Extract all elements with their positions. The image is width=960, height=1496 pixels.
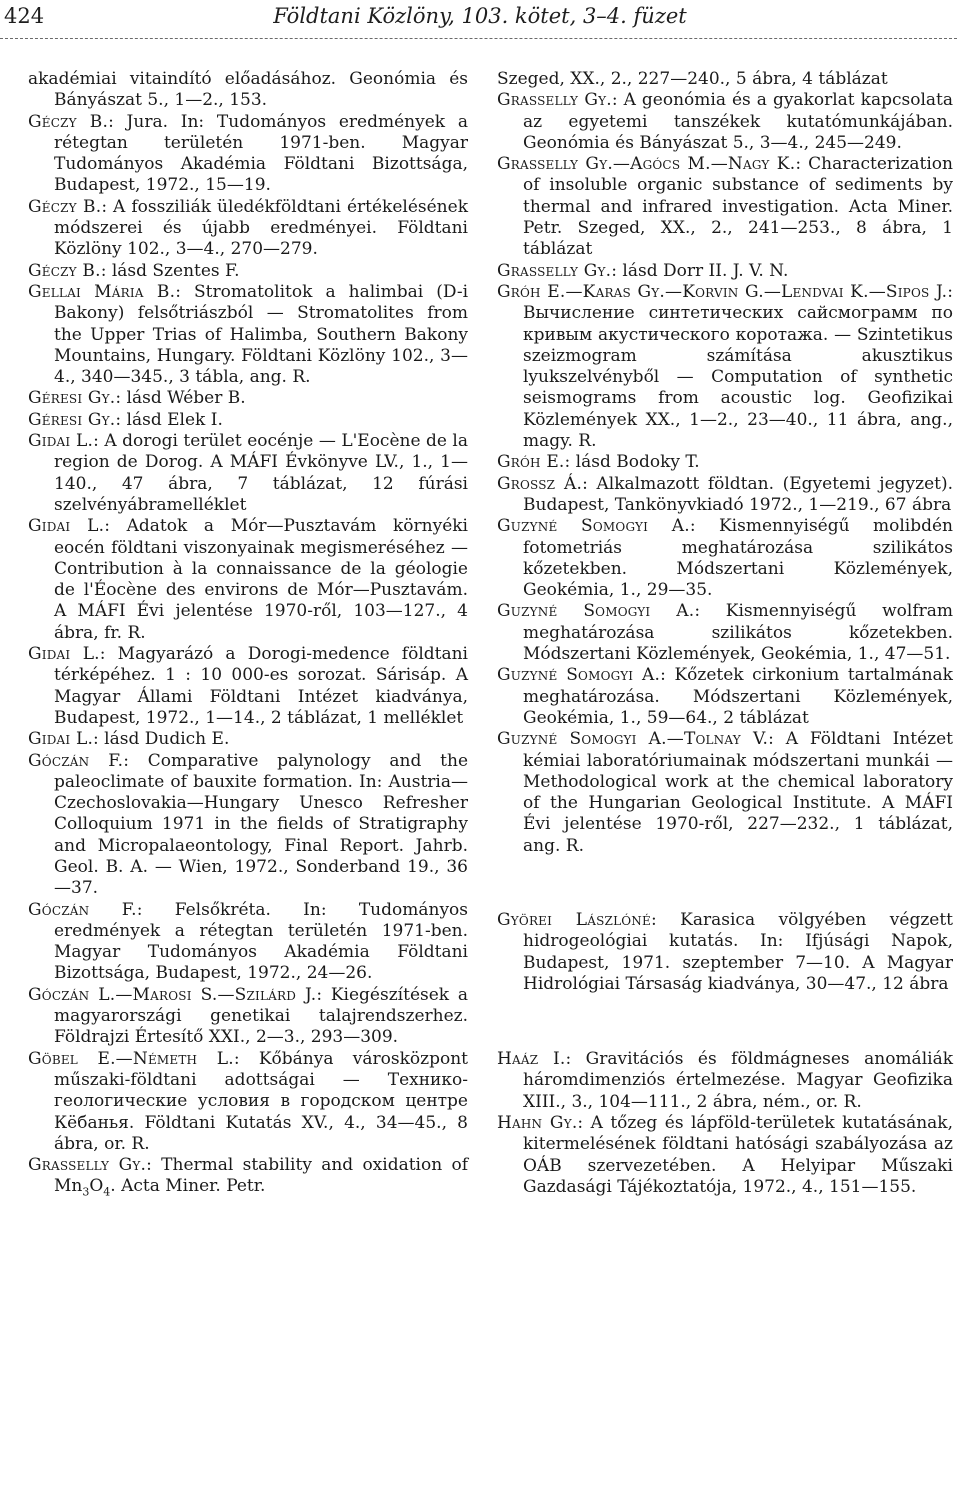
bibliography-entry [28,985,468,1049]
bibliography-entry [28,644,468,729]
entry-text: : lásd Bodoky T. [564,452,700,473]
entry-text: : Alkalmazott földtan. (Egyetemi jegyzet). Budapest, Tankönyvkiadó 1972., 1—219., 67 ábra [523,473,953,515]
entry-author: Gidai L. [28,431,94,452]
entry-author: Géresi Gy. [28,409,116,430]
entry-author: Géczy B. [28,196,102,217]
entry-text: : A Földtani Intézet kémiai laboratóriumainak módszertani munkái — Methodological work at the chemical laboratory of the Hungarian Geological Institute. A MÁFI Évi jelentése 1970-ről, 227—232., 1 táblázat, ang. R. [523,729,953,856]
entry-author: Göbel E.—Németh L. [28,1048,234,1069]
bibliography-entry [28,1155,468,1198]
bibliography-entry [497,516,953,601]
bibliography-entry [28,729,468,750]
entry-author: Gidai L. [28,516,105,537]
bibliography-entry [497,1049,953,1113]
entry-text: Szeged, XX., 2., 227—240., 5 ábra, 4 táblázat [497,69,888,89]
entry-author: Guzyné Somogyi A. [497,601,695,622]
entry-text: : lásd Wéber B. [115,388,246,409]
bibliography-entry [28,431,468,516]
entry-author: Guzyné Somogyi A. [497,516,690,537]
bibliography-entry [497,729,953,857]
bibliography-entry [28,69,468,112]
entry-text: : Kőbánya városközpont műszaki-földtani adottságai — Технико-геологические условия в городском центре Кёбанья. Földtani Kutatás XV., 4., 34—45., 8 ábra, or. R. [54,1048,469,1154]
entry-author: Györei Lászlóné [497,909,651,930]
entry-text: : Magyarázó a Dorogi-medence földtani térképéhez. 1 : 10 000-es sorozat. Sárisáp. A Magyar Állami Földtani Intézet kiadványa, Budapest, 1972., 1—14., 2 táblázat, 1 melléklet [54,644,468,728]
entry-author: Góczán F. [28,750,124,771]
entry-author: Gellai Mária B. [28,281,176,302]
entry-text: : Adatok a Mór—Pusztavám környéki eocén földtani viszonyainak megismeréséhez — Contribution à la connaissance de la géologie de l'Éocène des environs de Mór—Pusztavám. A MÁFI Évi jelentése 1970-ről, 103—127., 4 ábra, fr. R. [54,516,468,643]
right-column [497,69,953,1198]
entry-text: : Characterization of insoluble organic substance of sediments by thermal and infrared investigation. Acta Miner. Petr. Szeged, XX., 2., 241—253., 8 ábra, 1 táblázat [523,154,953,260]
entry-author: Grossz Á. [497,473,583,494]
subscript: 4 [103,1185,111,1199]
entry-author: Góczán L.—Marosi S.—Szilárd J. [28,984,317,1005]
entry-author: Gróh E. [497,452,565,473]
entry-author: Góczán F. [28,899,137,920]
bibliography-entry [497,69,953,90]
entry-author: Grasselly Gy.—Agócs M.—Nagy K. [497,154,796,175]
entry-author: Gidai L. [28,644,100,665]
entry-text: : lásd Dudich E. [93,729,230,750]
bibliography-entry [28,112,468,197]
page-header [0,0,960,40]
entry-text: : Kismennyiségű wolfram meghatározása szilikátos kőzetekben. Módszertani Közlemények, Geokémia, 1., 47—51. [523,601,953,665]
bibliography-entry [497,261,953,282]
entry-text: : A geonómia és a gyakorlat kapcsolata az egyetemi tanszékek kutatómunkájában. Geonómia és Bányászat 5., 3—4., 245—249. [523,90,953,153]
entry-text: : Kőzetek cirkonium tartalmának meghatározása. Módszertani Közlemények, Geokémia, 1., 59—64., 2 táblázat [523,665,953,728]
bibliography-entry [497,90,953,154]
subscript: 3 [82,1185,90,1199]
bibliography-entry [497,910,953,995]
bibliography-entry [28,261,468,282]
entry-text: : Karasica völgyében végzett hidrogeológiai kutatás. In: Ifjúsági Napok, Budapest, 1971. szeptember 7—10. A Magyar Hidrológiai Társaság kiadványa, 30—47., 12 ábra [523,909,954,994]
entry-author: Grasselly Gy. [497,260,612,281]
entry-author: Géczy B. [28,260,101,281]
entry-author: Gidai L. [28,729,94,750]
entry-text: : Gravitációs és földmágneses anomáliák háromdimenziós értelmezése. Magyar Geofizika XIII., 3., 104—111., 2 ábra, ném., or. R. [523,1049,954,1112]
bibliography-entry [497,665,953,729]
entry-text: : A fossziliák üledékföldtani értékelésének módszerei és újabb eredményei. Földtani Közlöny 102., 3—4., 270—279. [54,196,468,260]
bibliography-entry [28,751,468,900]
entry-text: . Acta Miner. Petr. [110,1176,266,1197]
entry-author: Guzyné Somogyi A.—Tolnay V. [497,729,769,750]
page-number: 424 [4,4,45,28]
entry-author: Géresi Gy. [28,388,116,409]
entry-text: : Jura. In: Tudományos eredmények a rétegtan területén 1971-ben. Magyar Tudományos Akadémia Földtani Bizottsága, Budapest, 1972., 15—19. [54,111,468,196]
entry-author: Géczy B. [28,111,109,132]
entry-author: Guzyné Somogyi A. [497,665,661,686]
bibliography-entry [28,388,468,409]
entry-author: Grasselly Gy. [28,1155,147,1176]
bibliography-entry [28,197,468,261]
bibliography-entry [497,452,953,473]
bibliography-entry [497,601,953,665]
bibliography-entry [28,900,468,985]
entry-text: : A dorogi terület eocénje — L'Eocène de la region de Dorog. A MÁFI Évkönyve LV., 1., 1—140., 47 ábra, 7 táblázat, 12 fúrási szelvényábramelléklet [54,431,469,515]
bibliography-entry [28,516,468,644]
entry-author: Haáz I. [497,1049,566,1070]
entry-author: Gróh E.—Karas Gy.—Korvin G.—Lendvai K.—Sipos J. [497,281,948,302]
bibliography-entry [497,1113,953,1198]
journal-title: Földtani Közlöny, 103. kötet, 3–4. füzet [273,4,687,28]
header-rule [0,38,957,39]
entry-text: : lásd Dorr II. J. V. N. [611,260,789,281]
entry-text: : lásd Szentes F. [100,260,240,281]
entry-text: : Comparative palynology and the paleoclimate of bauxite formation. In: Austria—Czechoslovakia—Hungary Unesco Refresher Colloquium 1971 in the fields of Stratigraphy and Micropalaeontology, Final Report. Jahrb. Geol. B. A. — Wien, 1972., Sonderband 19., 36—37. [54,750,469,899]
entry-text: : A tőzeg és lápföld-területek kutatásának, kitermelésének földtani hatósági szabályozása az OÁB szervezetében. A Helyipar Műszaki Gazdasági Tájékoztatója, 1972., 4., 151—155. [523,1113,953,1197]
entry-text: O [89,1176,104,1197]
left-column [28,69,468,1198]
entry-text: : Thermal stability and oxidation of Mn [54,1155,468,1197]
entry-text: : lásd Elek I. [115,409,223,430]
entry-text: : Stromatolitok a halimbai (D-i Bakony) felsőtriászból — Stromatolites from the Upper Trias of Halimba, Southern Bakony Mountains, Hungary. Földtani Közlöny 102., 3—4., 340—345., 3 tábla, ang. R. [54,281,469,388]
bibliography-entry [28,1049,468,1155]
bibliography-entry [28,282,468,388]
bibliography-entry [497,282,953,452]
entry-text: : Felsőkréta. In: Tudományos eredmények a rétegtan területén 1971-ben. Magyar Tudományos Akadémia Földtani Bizottsága, Budapest, 1972., 24—26. [54,899,469,984]
entry-author: Hahn Gy. [497,1113,578,1134]
entry-text: : Kiegészítések a magyarországi genetikai talajrendszerhez. Földrajzi Értesítő XXI., 2—3., 293—309. [54,984,468,1048]
bibliography-entry [497,474,953,517]
entry-text: : Kismennyiségű molibdén fotometriás meghatározása szilikátos kőzetekben. Módszertani Közlemények, Geokémia, 1., 29—35. [523,516,954,601]
entry-text: akadémiai vitaindító előadásához. Geonómia és Bányászat 5., 1—2., 153. [28,69,468,111]
bibliography-entry [497,154,953,260]
entry-text: : Вычисление синтетических сайсмограмм по кривым акустического коротажа. — Szintetikus szeizmogram számítása akusztikus lyukszelvényből — Computation of synthetic seismograms from acoustic log. Geofizikai Közlemények XX., 1—2., 23—40., 11 ábra, ang., magy. R. [523,281,953,452]
bibliography-entry [28,410,468,431]
entry-author: Grasselly Gy. [497,90,612,111]
